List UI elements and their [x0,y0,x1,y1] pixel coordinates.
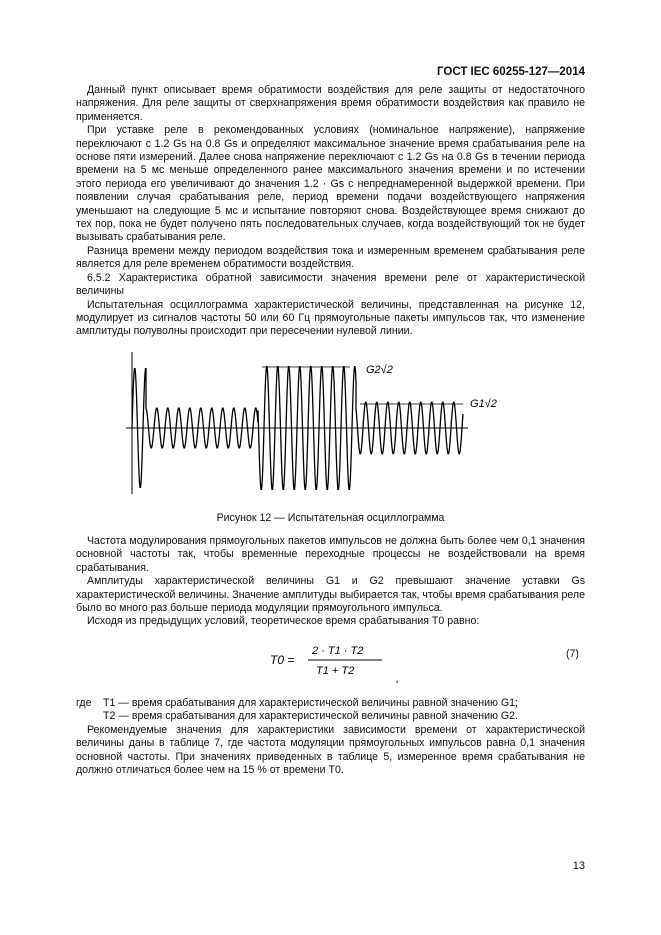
paragraph-8: Исходя из предыдущих условий, теоретическое время срабатывания T0 равно: [87,615,480,628]
body-text-bottom [76,697,585,777]
figure-caption: Рисунок 12 — Испытательная осциллограмма [216,512,445,524]
formula-lhs: T0 = [270,653,295,667]
where-line-2 [76,710,585,723]
body-text-top [76,84,585,339]
oscillogram-figure [118,342,508,502]
body-text-middle [76,535,585,629]
g2-label: G2√2 [366,364,393,376]
paragraph-3: Разница времени между периодом воздействия тока и измеренным временем срабатывания реле является для реле временем обратимости воздействия. [76,244,585,271]
page-number: 13 [572,860,585,872]
where-definition-t1: T1 — время срабатывания для характеристической величины равной значению G1; [103,697,518,709]
paragraph-7: Амплитуды характеристической величины G1 и G2 превышают значение уставки Gs характеристической величины. Значение амплитуды выбирается так, чтобы время срабатывания реле было во много раз больше периода модуляции прямоугольного импульса. [76,575,585,615]
section-heading-6-5-2: 6.5.2 Характеристика обратной зависимости значения времени реле от характеристической величины [76,271,585,298]
where-word: где [76,697,92,709]
paragraph-9: Рекомендуемые значения для характеристики зависимости времени от характеристической величины даны в таблице 7, где частота модуляции прямоугольных импульсов равна 0,1 значения основной частоты. При значениях приведенных в таблице 5, измеренное время срабатывания не должно отличаться более чем на 15 % от времени T0. [76,723,585,777]
g1-label: G1√2 [470,398,497,410]
paragraph-2: При уставке реле в рекомендованных условиях (номинальное напряжение), напряжение переключают с 1.2 Gs на 0.8 Gs и определяют максимальное значение время срабатывания реле на основе пяти измерений. Далее снова напряжение переключают с 1.2 Gs на 0.8 Gs в течении периода времени на 5 мс меньше определенного ранее максимального значения времени и по истечении этого периода его увеличивают до значения 1.2 · Gs с непреднамеренной выдержкой времени. При появлении случая срабатывания реле, период времени подачи воздействующего напряжения уменьшают на следующие 5 мс и испытание повторяют снова. Воздействующее время снижают до тех пор, пока не будет получено пять последовательных случаев, когда воздействующий ток не будет вызывать срабатывания реле. [76,124,585,244]
paragraph-6: Частота модулирования прямоугольных пакетов импульсов не должна быть более чем 0,1 значения основной частоты так, чтобы временные переходные процессы не воздействовали на время срабатывания. [76,535,585,574]
document-header: ГОСТ IEC 60255-127—2014 [437,66,585,78]
paragraph-1: Данный пункт описывает время обратимости воздействия для реле защиты от недостаточного напряжения. Для реле защиты от сверхнапряжения время обратимости воздействия как правило не применяется. [76,84,585,123]
where-definition-t2: T2 — время срабатывания для характеристической величины равной значению G2. [103,710,518,723]
formula-numerator: 2 · T1 · T2 [312,645,364,657]
formula-7 [260,636,460,686]
paragraph-5: Испытательная осциллограмма характеристической величины, представленная на рисунке 12, модулирует из сигналов частоты 50 или 60 Гц прямоугольные пакеты импульсов так, что изменение амплитуды полуволны происходит при пересечении нулевой линии. [76,298,585,338]
formula-comma: , [396,673,400,685]
equation-number: (7) [566,648,579,660]
where-line-1 [76,697,585,710]
formula-denominator: T1 + T2 [316,665,355,677]
